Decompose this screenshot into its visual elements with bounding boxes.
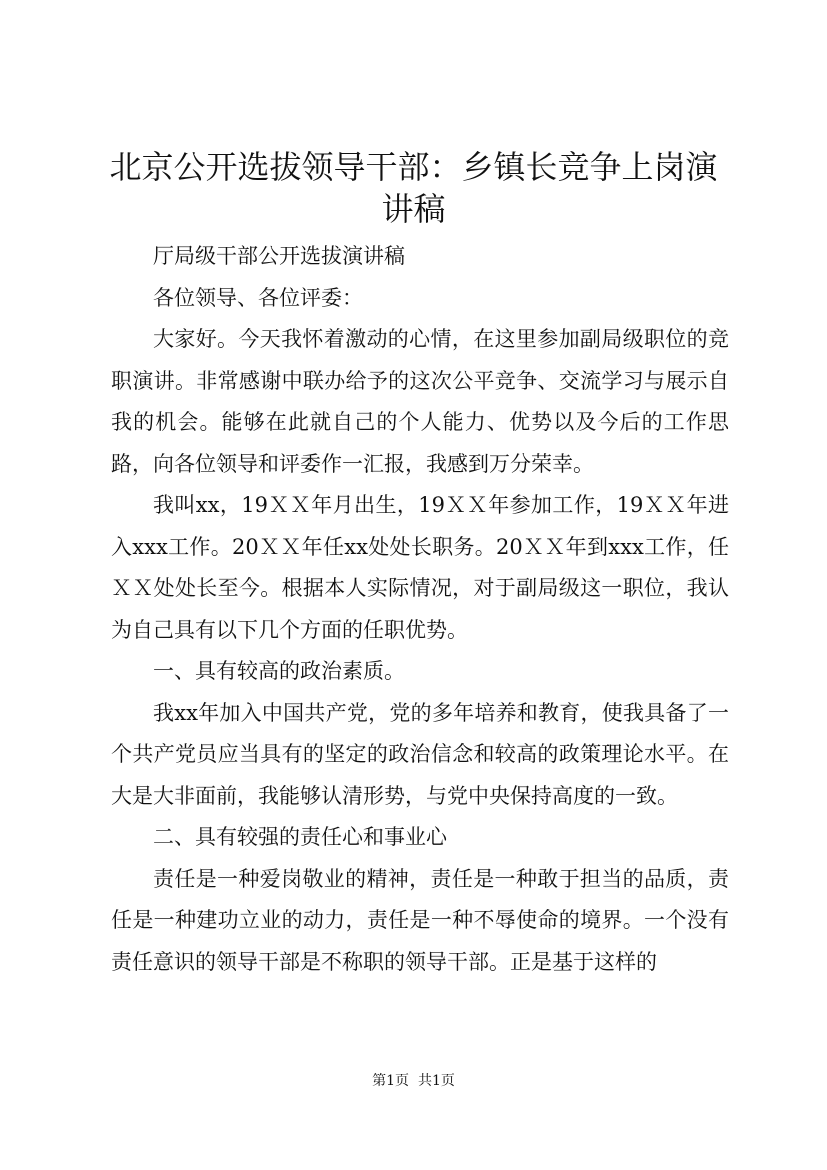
paragraph-responsibility: 责任是一种爱岗敬业的精神，责任是一种敢于担当的品质，责任是一种建功立业的动力，责任是一种不辱使命的境界。一个没有责任意识的领导干部是不称职的领导干部。正是基于这样的 [111, 866, 729, 974]
paragraph-salutation: 各位领导、各位评委： [153, 285, 363, 310]
page-footer [0, 1071, 827, 1091]
paragraph-political-quality: 我xx年加入中国共产党，党的多年培养和教育，使我具备了一个共产党员应当具有的坚定的政治信念和较高的政策理论水平。在大是大非面前，我能够认清形势，与党中央保持高度的一致。 [111, 700, 729, 808]
paragraph-introduction: 我叫xx，19ＸＸ年月出生，19ＸＸ年参加工作，19ＸＸ年进入xxx工作。20ＸＸ年任xx处处长职务。20ＸＸ年到xxx工作，任ＸＸ处处长至今。根据本人实际情况，对于副局级这一职位，我认为自己具有以下几个方面的任职优势。 [111, 493, 729, 642]
paragraph-greeting: 大家好。今天我怀着激动的心情，在这里参加副局级职位的竞职演讲。非常感谢中联办给予的这次公平竞争、交流学习与展示自我的机会。能够在此就自己的个人能力、优势以及今后的工作思路，向各位领导和评委作一汇报，我感到万分荣幸。 [111, 327, 729, 476]
section-heading-1: 一、具有较高的政治素质。 [153, 659, 405, 683]
paragraph-subtitle: 厅局级干部公开选拔演讲稿 [153, 244, 405, 268]
document-title: 北京公开选拔领导干部：乡镇长竞争上岗演讲稿 [109, 148, 718, 228]
section-heading-2: 二、具有较强的责任心和事业心 [153, 825, 447, 849]
document-body [111, 236, 729, 983]
page-number-label: 第1页 共1页 [372, 1073, 455, 1089]
